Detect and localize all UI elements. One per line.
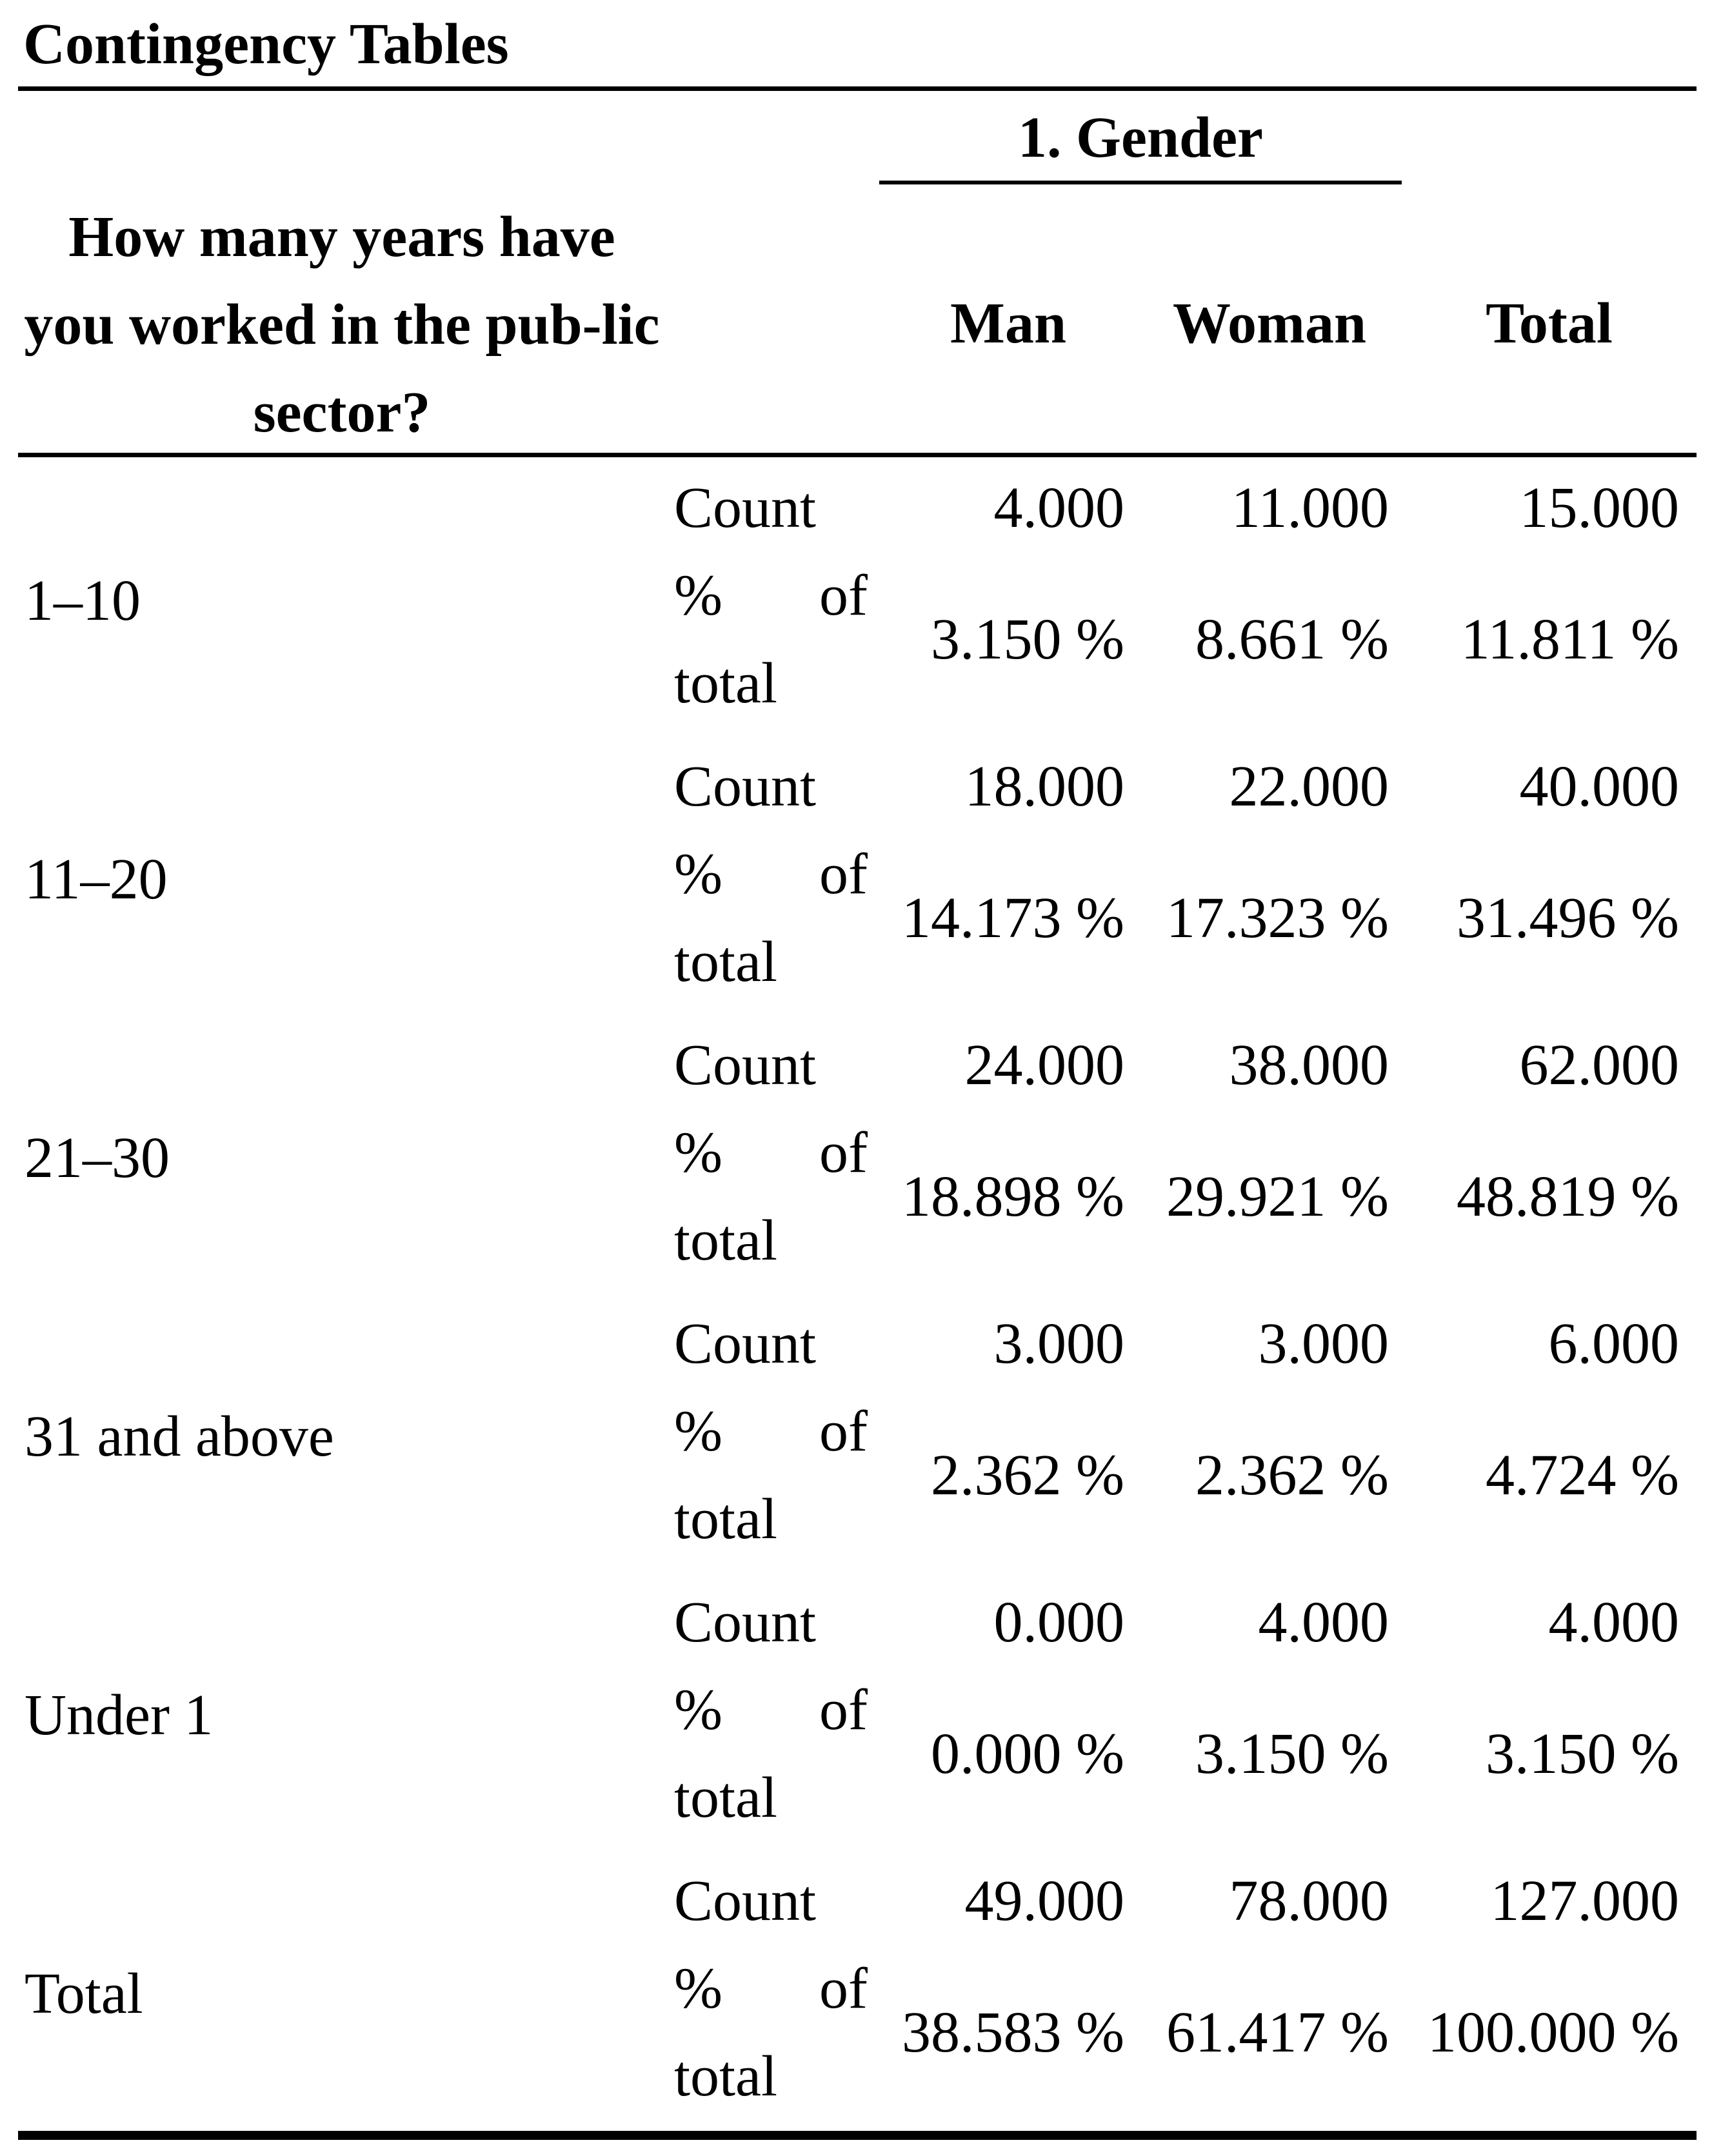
table-row-group: [0, 743, 1712, 1022]
cell-pct-man: 18.898 %: [902, 1165, 1124, 1229]
table-row-group: [0, 1300, 1712, 1579]
stat-label-percent-total: total: [674, 1487, 777, 1551]
stat-label-count: Count: [674, 755, 817, 818]
row-label: 31 and above: [25, 1405, 334, 1469]
bottom-rule: [18, 2131, 1697, 2140]
stat-label-percent-sign: %: [674, 842, 722, 906]
cell-count-total: 6.000: [1548, 1312, 1679, 1376]
stat-label-count: Count: [674, 1590, 817, 1654]
stat-label-count: Count: [674, 476, 817, 540]
column-header-total: Total: [1486, 292, 1613, 355]
column-header-man: Man: [950, 292, 1066, 355]
cell-pct-woman: 2.362 %: [1195, 1443, 1389, 1507]
stat-label-percent-total: total: [674, 2044, 777, 2108]
cell-count-man: 0.000: [993, 1590, 1124, 1654]
header-rule: [18, 453, 1697, 457]
stat-label-percent-total: total: [674, 1766, 777, 1830]
cell-pct-total: 11.811 %: [1460, 608, 1679, 671]
row-label: 21–30: [25, 1126, 170, 1190]
cell-count-woman: 38.000: [1229, 1033, 1389, 1097]
cell-count-woman: 78.000: [1229, 1869, 1389, 1933]
cell-pct-man: 0.000 %: [931, 1722, 1124, 1786]
row-label: Under 1: [25, 1683, 214, 1747]
table-row-group: [0, 1579, 1712, 1857]
stat-label-count: Count: [674, 1312, 817, 1376]
cell-count-woman: 4.000: [1258, 1590, 1389, 1654]
cell-count-woman: 11.000: [1231, 476, 1389, 540]
cell-count-total: 40.000: [1519, 755, 1679, 818]
stat-label-percent-of: of: [819, 842, 868, 906]
column-header-woman: Woman: [1172, 292, 1367, 355]
cell-count-man: 49.000: [964, 1869, 1124, 1933]
cell-pct-man: 2.362 %: [931, 1443, 1124, 1507]
cell-count-man: 18.000: [964, 755, 1124, 818]
stat-label-percent-total: total: [674, 1209, 777, 1272]
row-variable-header: How many years have you worked in the pub-lic sector?: [24, 205, 660, 444]
stat-label-percent-sign: %: [674, 1678, 722, 1742]
cell-pct-woman: 29.921 %: [1166, 1165, 1389, 1229]
row-label: 11–20: [25, 847, 168, 911]
table-title: Contingency Tables: [23, 12, 509, 76]
cell-count-total: 15.000: [1519, 476, 1679, 540]
stat-label-percent-total: total: [674, 651, 777, 715]
cell-pct-woman: 61.417 %: [1166, 2001, 1389, 2064]
cell-count-total: 62.000: [1519, 1033, 1679, 1097]
row-label: 1–10: [25, 569, 141, 633]
top-rule: [18, 86, 1697, 91]
cell-pct-total: 31.496 %: [1457, 886, 1679, 950]
stat-label-percent-of: of: [819, 1957, 868, 2021]
row-label: Total: [25, 1962, 143, 2026]
stat-label-percent-sign: %: [674, 1399, 722, 1463]
cell-pct-woman: 17.323 %: [1166, 886, 1389, 950]
stat-label-percent-total: total: [674, 930, 777, 994]
stat-label-count: Count: [674, 1033, 817, 1097]
cell-pct-total: 3.150 %: [1486, 1722, 1679, 1786]
stat-label-percent-sign: %: [674, 1957, 722, 2021]
column-variable-header: 1. Gender: [1018, 106, 1263, 170]
cell-pct-total: 4.724 %: [1486, 1443, 1679, 1507]
cell-count-man: 3.000: [993, 1312, 1124, 1376]
table-row-group-total: [0, 1857, 1712, 2136]
stat-label-percent-sign: %: [674, 564, 722, 628]
table-row-group: [0, 464, 1712, 743]
cell-count-man: 24.000: [964, 1033, 1124, 1097]
cell-pct-woman: 3.150 %: [1195, 1722, 1389, 1786]
stat-label-count: Count: [674, 1869, 817, 1933]
stat-label-percent-of: of: [819, 564, 868, 628]
table-row-group: [0, 1022, 1712, 1300]
cell-pct-man: 3.150 %: [931, 608, 1124, 671]
stat-label-percent-sign: %: [674, 1121, 722, 1185]
cell-pct-total: 48.819 %: [1457, 1165, 1679, 1229]
table-body: [0, 464, 1712, 2136]
cell-count-total: 127.000: [1490, 1869, 1679, 1933]
cell-pct-man: 38.583 %: [902, 2001, 1124, 2064]
gender-underline: [879, 181, 1402, 184]
cell-count-man: 4.000: [993, 476, 1124, 540]
stat-label-percent-of: of: [819, 1121, 868, 1185]
cell-pct-man: 14.173 %: [902, 886, 1124, 950]
cell-pct-total: 100.000 %: [1428, 2001, 1679, 2064]
stat-label-percent-of: of: [819, 1678, 868, 1742]
stat-label-percent-of: of: [819, 1399, 868, 1463]
cell-count-woman: 22.000: [1229, 755, 1389, 818]
cell-count-total: 4.000: [1548, 1590, 1679, 1654]
cell-pct-woman: 8.661 %: [1195, 608, 1389, 671]
cell-count-woman: 3.000: [1258, 1312, 1389, 1376]
